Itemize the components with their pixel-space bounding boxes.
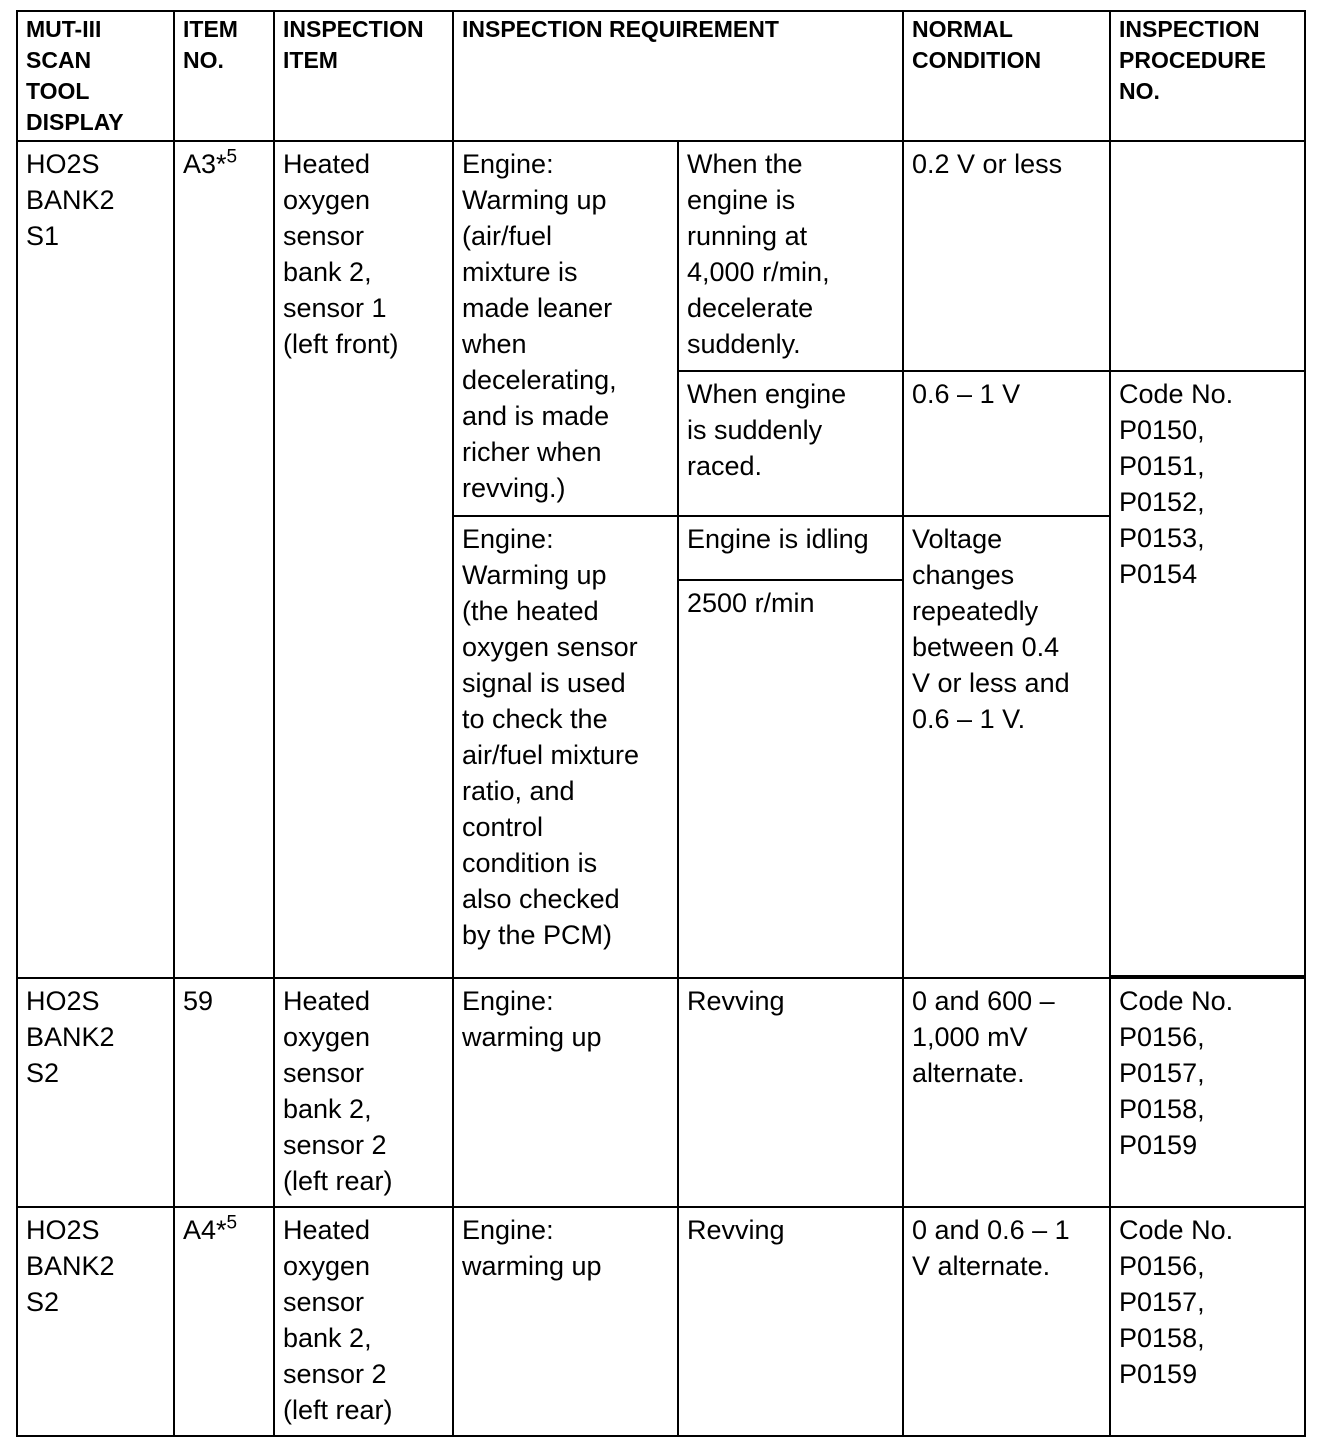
table-row xyxy=(17,1207,1305,1436)
normal-condition-cell: Voltage changes repeatedly between 0.4 V or less and 0.6 – 1 V. xyxy=(903,516,1110,978)
condition-cell: Revving xyxy=(678,1207,903,1436)
item-no-text: A3* xyxy=(183,149,227,179)
item-no-cell xyxy=(174,1207,274,1436)
scan-tool-display-cell: HO2S BANK2 S1 xyxy=(17,141,174,978)
header-row xyxy=(17,11,1305,141)
item-no-cell xyxy=(174,141,274,978)
header-item-no: ITEM NO. xyxy=(174,11,274,141)
requirement-cell: Engine: Warming up (air/fuel mixture is made leaner when decelerating, and is made richer when revving.) xyxy=(453,141,678,516)
inspection-item-cell: Heated oxygen sensor bank 2, sensor 2 (left rear) xyxy=(274,1207,453,1436)
normal-condition-cell: 0.6 – 1 V xyxy=(903,371,1110,516)
header-inspection-item: INSPECTION ITEM xyxy=(274,11,453,141)
procedure-cell xyxy=(1110,141,1305,371)
header-inspection-requirement: INSPECTION REQUIREMENT xyxy=(453,11,903,141)
requirement-cell: Engine: Warming up (the heated oxygen sensor signal is used to check the air/fuel mixture ratio, and control condition is also checked by the PCM) xyxy=(453,516,678,978)
header-normal-condition: NORMAL CONDITION xyxy=(903,11,1110,141)
inspection-spec-table xyxy=(16,10,1306,1437)
procedure-cell: Code No. P0150, P0151, P0152, P0153, P0154 xyxy=(1110,371,1305,976)
header-procedure-no: INSPECTION PROCEDURE NO. xyxy=(1110,11,1305,141)
normal-condition-cell: 0 and 600 – 1,000 mV alternate. xyxy=(903,978,1110,1207)
inspection-item-cell: Heated oxygen sensor bank 2, sensor 1 (left front) xyxy=(274,141,453,978)
table-row xyxy=(17,141,1305,371)
condition-cell: When engine is suddenly raced. xyxy=(678,371,903,516)
procedure-cell: Code No. P0156, P0157, P0158, P0159 xyxy=(1110,978,1305,1207)
requirement-cell: Engine: warming up xyxy=(453,1207,678,1436)
item-no-text: A4* xyxy=(183,1215,227,1245)
condition-cell: When the engine is running at 4,000 r/min, decelerate suddenly. xyxy=(678,141,903,371)
header-scan-tool-display: MUT-III SCAN TOOL DISPLAY xyxy=(17,11,174,141)
normal-condition-cell: 0 and 0.6 – 1 V alternate. xyxy=(903,1207,1110,1436)
condition-cell: Revving xyxy=(678,978,903,1207)
inspection-item-cell: Heated oxygen sensor bank 2, sensor 2 (left rear) xyxy=(274,978,453,1207)
footnote-marker: 5 xyxy=(226,146,238,168)
table-row xyxy=(17,978,1305,1207)
normal-condition-cell: 0.2 V or less xyxy=(903,141,1110,371)
condition-cell: Engine is idling xyxy=(678,516,903,580)
condition-cell: 2500 r/min xyxy=(678,580,903,978)
scan-tool-display-cell: HO2S BANK2 S2 xyxy=(17,1207,174,1436)
requirement-cell: Engine: warming up xyxy=(453,978,678,1207)
item-no-cell: 59 xyxy=(174,978,274,1207)
footnote-marker: 5 xyxy=(226,1212,238,1234)
scan-tool-display-cell: HO2S BANK2 S2 xyxy=(17,978,174,1207)
procedure-cell: Code No. P0156, P0157, P0158, P0159 xyxy=(1110,1207,1305,1436)
